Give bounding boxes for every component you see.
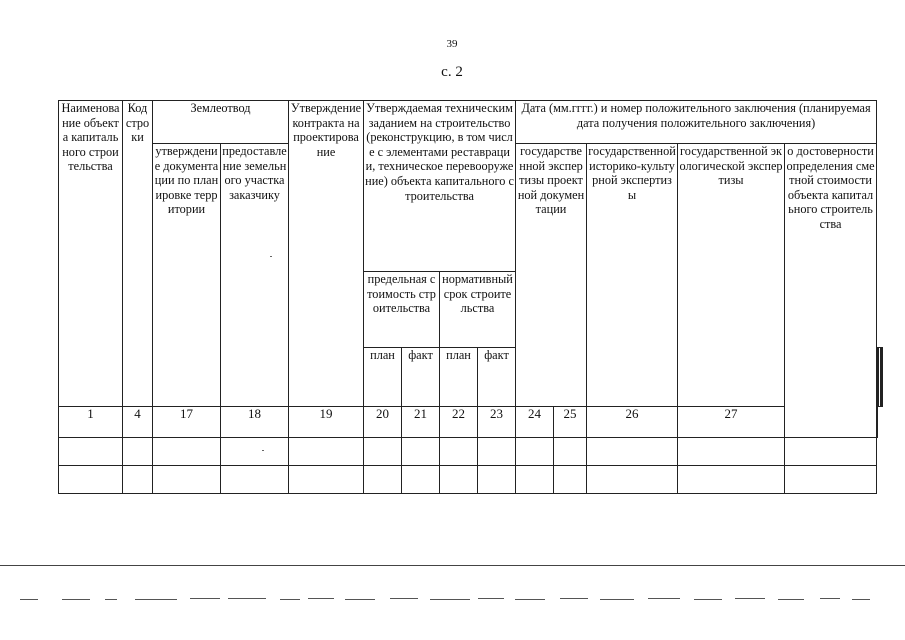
data-cell [587, 437, 678, 465]
header-fact: факт [402, 348, 440, 407]
data-cell [587, 465, 678, 493]
data-cell [221, 465, 289, 493]
column-number: 25 [554, 407, 587, 437]
column-number: 17 [153, 407, 221, 437]
column-number: 24 [516, 407, 554, 437]
data-cell [785, 437, 877, 465]
header-object-name: Наименование объекта капитального строительства [59, 101, 123, 407]
data-cell [123, 437, 153, 465]
column-number: 1 [59, 407, 123, 437]
column-number: 18 [221, 407, 289, 437]
header-contract-approval: Утверждение контракта на проектирование [289, 101, 364, 407]
table-row [59, 437, 883, 465]
data-cell [364, 465, 402, 493]
header-land-allotment: Землеотвод [153, 101, 289, 144]
data-cell [554, 437, 587, 465]
sheet-label: с. 2 [441, 64, 463, 80]
header-line-code: Код строки [123, 101, 153, 407]
data-cell [59, 465, 123, 493]
column-number: 26 [587, 407, 678, 437]
column-number [877, 407, 878, 437]
data-cell [402, 437, 440, 465]
data-cell [440, 437, 478, 465]
column-number: 22 [440, 407, 478, 437]
data-cell [478, 465, 516, 493]
header-historic-expertise: государственной историко-культурной экспертизы [587, 144, 678, 407]
scan-speck [270, 256, 272, 257]
header-empty-cell [881, 348, 882, 407]
column-number: 19 [289, 407, 364, 437]
data-cell [153, 465, 221, 493]
form-table [58, 100, 883, 494]
column-number: 27 [678, 407, 785, 437]
data-cell [554, 465, 587, 493]
column-number: 20 [364, 407, 402, 437]
data-cell [153, 437, 221, 465]
data-cell [440, 465, 478, 493]
header-land-provision: предоставление земельного участка заказчику [221, 144, 289, 407]
header-conclusions: Дата (мм.гггг.) и номер положительного заключения (планируемая дата получения положительного заключения) [516, 101, 877, 144]
data-cell [221, 437, 289, 465]
data-cell [516, 465, 554, 493]
data-cell [123, 465, 153, 493]
header-fact: факт [478, 348, 516, 407]
data-cell [364, 437, 402, 465]
header-cost-reliability: о достоверности определения сметной стоимости объекта капитального строительства [785, 144, 877, 438]
header-norm-term: нормативный срок строительства [440, 272, 516, 348]
data-cell [678, 437, 785, 465]
data-cell [289, 437, 364, 465]
data-cell [59, 437, 123, 465]
header-plan: план [364, 348, 402, 407]
data-cell [478, 437, 516, 465]
data-cell [516, 437, 554, 465]
header-eco-expertise: государственной экологической экспертизы [678, 144, 785, 407]
table-row [59, 465, 883, 493]
header-tech-task: Утверждаемая техническим заданием на строительство (реконструкцию, в том числе с элементами реставрации, техническое перевооружение) объекта капитального строительства [364, 101, 516, 272]
data-cell [678, 465, 785, 493]
scan-speck [262, 450, 264, 451]
column-number: 23 [478, 407, 516, 437]
page-number: 39 [446, 38, 458, 50]
header-land-approval: утверждение документации по планировке территории [153, 144, 221, 407]
scan-edge-line [0, 565, 905, 566]
column-number: 4 [123, 407, 153, 437]
data-cell [785, 465, 877, 493]
header-state-expertise: государственной экспертизы проектной документации [516, 144, 587, 407]
header-limit-cost: предельная стоимость строительства [364, 272, 440, 348]
data-cell [402, 465, 440, 493]
data-cell [289, 465, 364, 493]
header-plan: план [440, 348, 478, 407]
column-number: 21 [402, 407, 440, 437]
